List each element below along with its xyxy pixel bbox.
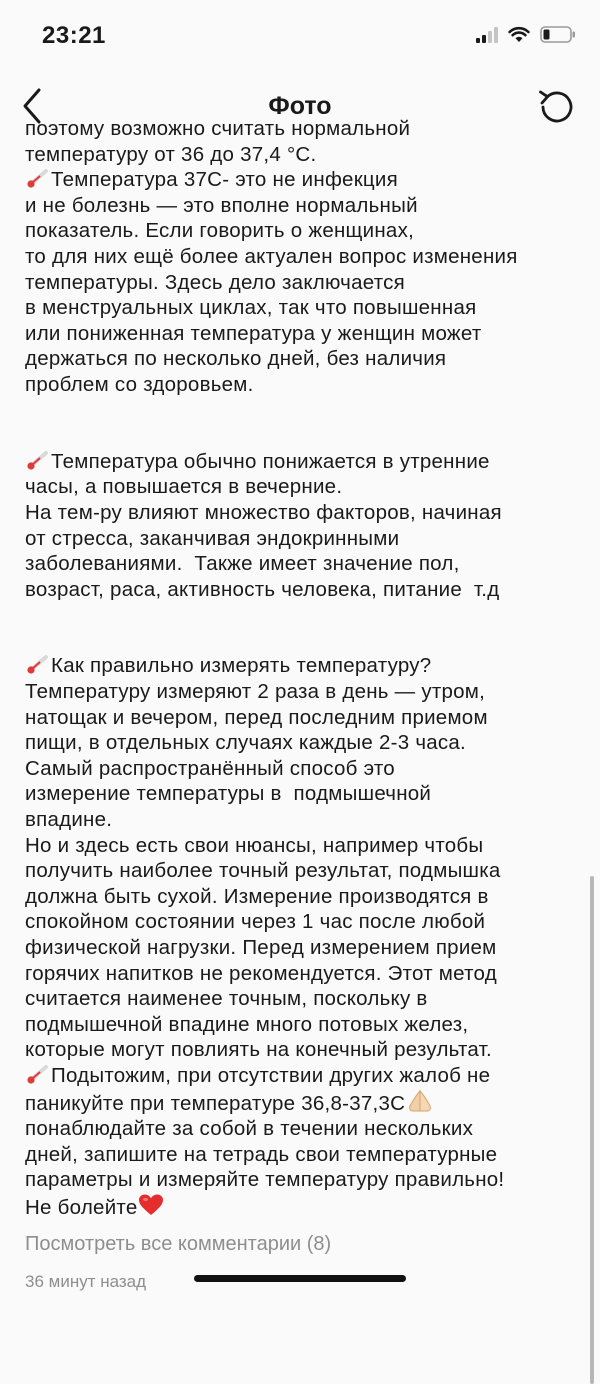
caption-line: поэтому возможно считать нормальной [25,117,411,140]
caption-line: температуру от 36 до 37,4 °С. [25,142,317,166]
caption-line-text: Температура обычно понижается в утренние [51,449,490,473]
caption-line [25,1089,585,1117]
caption-line: держаться по несколько дней, без наличия [25,347,447,371]
caption-line: горячих напитков не рекомендуется. Этот метод [25,961,497,985]
view-all-comments-link[interactable]: Посмотреть все комментарии (8) [25,1232,332,1255]
post-timestamp: 36 минут назад [25,1271,147,1291]
caption-line: На тем-ру влияют множество факторов, начиная [25,500,502,524]
caption-line [25,653,585,679]
caption-line: пищи, в отдельных случаях каждые 2-3 часа. [25,731,466,755]
caption-line: считается наименее точным, поскольку в [25,987,428,1011]
caption-line: понаблюдайте за собой в течении нескольких [25,1117,474,1141]
caption-line [25,167,585,193]
caption-line-text: Подытожим, при отсутствии других жалоб не [51,1063,491,1087]
caption-line-text: паникуйте при температуре 36,8-37,3С [25,1091,406,1115]
caption-line: проблем со здоровьем. [25,372,254,396]
post-content [0,117,600,1291]
caption-line: получить наиболее точный результат, подмышка [25,859,501,883]
caption-line: Но и здесь есть свои нюансы, например чтобы [25,833,484,857]
paragraph-gap [25,628,585,654]
wifi-icon [508,27,530,43]
caption-line: и не болезнь — это вполне нормальный [25,193,418,217]
caption-line: от стресса, заканчивая эндокринными [25,526,400,550]
thermometer-icon [25,654,49,674]
status-bar [0,0,600,80]
heart-icon [137,1193,165,1217]
caption-line: в менструальных циклах, так что повышенная [25,296,477,320]
thermometer-icon [25,1064,49,1084]
caption-line: Температуру измеряют 2 раза в день — утром, [25,680,486,704]
caption-line [25,1193,585,1221]
caption-line: показатель. Если говорить о женщинах, [25,219,415,243]
caption-line: впадине. [25,808,113,832]
caption-line: подмышечной впадине много потовых желез, [25,1012,469,1036]
thermometer-icon [25,168,49,188]
signal-icon [476,27,498,43]
caption-line: температуры. Здесь дело заключается [25,270,405,294]
caption-line [25,1063,585,1089]
home-indicator[interactable] [194,1275,406,1282]
caption-line: часы, а повышается в вечерние. [25,475,343,499]
status-icons [476,26,576,43]
caption-line-text: Температура 37С- это не инфекция [51,168,398,192]
caption-line-text: Не болейте [25,1195,138,1219]
caption-line: Самый распространённый способ это [25,756,395,780]
caption-line: дней, запишите на тетрадь свои температурные [25,1142,498,1166]
caption-paragraph [25,116,585,1221]
caption-line: заболеваниями. Также имеет значение пол, [25,552,460,576]
caption-line: измерение температуры в подмышечной [25,782,432,806]
praying-hands-icon [405,1089,435,1113]
caption-line: должна быть сухой. Измерение производятся в [25,884,489,908]
caption-line: которые могут повлиять на конечный результат. [25,1038,492,1062]
caption-line-text: Как правильно измерять температуру? [51,654,432,678]
scrollbar[interactable] [590,876,594,1384]
paragraph-gap [25,423,585,449]
page-title: Фото [268,92,332,120]
status-time: 23:21 [42,22,106,49]
caption-line: параметры и измеряйте температуру правильно! [25,1168,505,1192]
caption-line: натощак и вечером, перед последним приемом [25,705,488,729]
battery-icon [540,26,576,43]
paragraph-gap [25,602,585,628]
caption-line: то для них ещё более актуален вопрос изменения [25,244,518,268]
caption-line [25,449,585,475]
caption-line: физической нагрузки. Перед измерением прием [25,936,497,959]
post-caption [25,116,585,1292]
caption-line: или пониженная температура у женщин может [25,321,482,345]
caption-line: возраст, раса, активность человека, питание т.д [25,577,500,601]
caption-line: спокойном состоянии через 1 час после любой [25,910,486,934]
thermometer-icon [25,450,49,470]
paragraph-gap [25,398,585,424]
